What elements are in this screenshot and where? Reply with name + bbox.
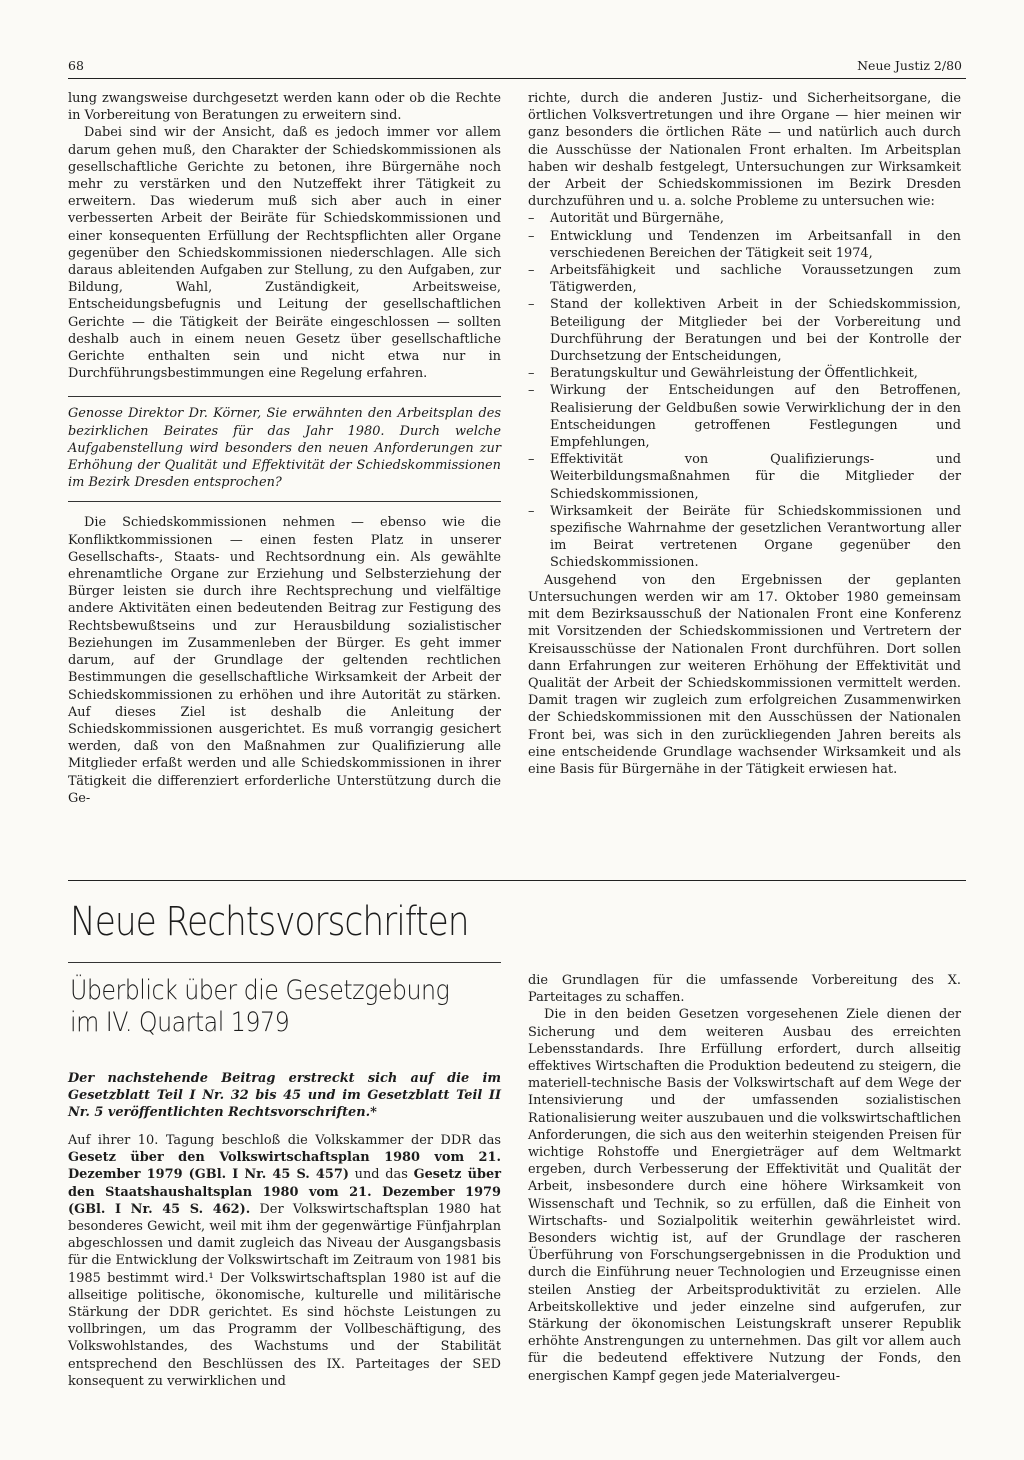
question-rule-bottom [68,501,501,502]
article-rule [68,962,501,963]
paragraph: Dabei sind wir der Ansicht, daß es jedoch immer vor allem darum gehen muß, den Charakter der Schiedskommissionen als gesellschaftliche Gerichte zu betonen, ihre Bürgernähe noch mehr zu verstärken und den Nutzeffekt ihrer Tätigkeit zu erweitern. Das wiederum muß sich aber auch in einer verbesserten Arbeit der Beiräte für Schiedskommissionen und einer konsequenten Erfüllung der Rechtspflichten aller Organe gegenüber den Schiedskommissionen niederschlagen. Alle sich daraus ableitenden Aufgaben zur Stellung, zu den Aufgaben, zur Bildung, Wahl, Zuständigkeit, Arbeitsweise, Entscheidungsbefugnis und Leitung der gesellschaftlichen Gerichte — die Tätigkeit der Beiräte eingeschlossen — sollten deshalb auch in einem neuen Gesetz über gesellschaftliche Gerichte enthalten sein und nicht etwa nur in Durchführungsbestimmungen eine Regelung erfahren. [68,125,501,382]
question-rule-top [68,396,501,397]
text-span: Der Volkswirtschaftsplan 1980 hat besonderes Gewicht, weil mit ihm der gegenwärtige Fünfjahrplan abgeschlossen und damit zugleich das Niveau der Ausgangsbasis für die Entwicklung der Volkswirtschaft im Zeitraum von 1981 bis 1985 bestimmt wird.¹ Der Volkswirtschaftsplan 1980 ist auf die allseitige politische, ökonomische, kulturelle und militärische Stärkung der DDR gerichtet. Es sind höchste Leistungen zu vollbringen, um das Programm der Vollbeschäftigung, des Volkswohlstandes, des Wachstums und der Stabilität entsprechend den Beschlüssen des IX. Parteitages der SED konsequent zu verwirklichen und [68,1201,501,1389]
section-title: Neue Rechtsvorschriften [70,899,469,945]
law-reference: Gesetz über den Volkswirtschaftsplan 1980 vom 21. Dezember 1979 (GBl. I Nr. 45 S. 457) [68,1150,501,1183]
paragraph: richte, durch die anderen Justiz- und Sicherheitsorgane, die örtlichen Volksvertretungen und ihre Organe — hier meinen wir ganz besonders die örtlichen Räte — und natürlich auch durch die Ausschüsse der Nationalen Front erhalten. Im Arbeitsplan haben wir deshalb festgelegt, Untersuchungen zur Wirksamkeit der Arbeit der Schiedskommissionen im Bezirk Dresden durchzuführen und u. a. solche Probleme zu untersuchen wie: [528,91,961,210]
article-title [70,975,484,1039]
paragraph: Ausgehend von den Ergebnissen der geplanten Untersuchungen werden wir am 17. Oktober 1980 gemeinsam mit dem Bezirksausschuß der Nationalen Front eine Konferenz mit Vorsitzenden der Schiedskommissionen und Vertretern der Kreisausschüsse der Nationalen Front durchführen. Dort sollen dann Erfahrungen zur weiteren Erhöhung der Effektivität und Qualität der Arbeit der Schiedskommissionen vermittelt werden. Damit tragen wir zugleich zum erfolgreichen Zusammenwirken der Schiedskommissionen mit den Ausschüssen der Nationalen Front bei, was sich in den zurückliegenden Jahren bereits als eine entscheidende Grundlage wachsender Wirksamkeit und als eine Basis für Bürgernähe in der Tätigkeit erwiesen hat. [528,572,961,777]
interview-question: Genosse Direktor Dr. Körner, Sie erwähnten den Arbeitsplan des bezirklichen Beirates für das Jahr 1980. Durch welche Aufgabenstellung wird besonders den neuen Anforderungen zur Erhöhung der Qualität und Effektivität der Schiedskommissionen im Bezirk Dresden entsprochen? [68,406,501,491]
article-left-column [68,1132,501,1390]
page-number: 68 [68,58,84,73]
research-topics-list [528,210,961,571]
interview-right-column [528,90,961,778]
list-item: – Wirksamkeit der Beiräte für Schiedskommissionen und spezifische Wahrnahme der gesetzlichen Verantwortung aller im Beirat vertretenen Organe gegenüber den Schiedskommissionen. [528,503,961,572]
text-span: Auf ihrer 10. Tagung beschloß die Volkskammer der DDR das [68,1133,501,1148]
article-title-line2: im IV. Quartal 1979 [70,1007,290,1038]
list-item: – Stand der kollektiven Arbeit in der Schiedskommission, Beteiligung der Mitglieder bei der Vorbereitung und Durchführung der Beratungen und bei der Kontrolle der Durchsetzung der Entscheidungen, [528,296,961,365]
list-item: – Autorität und Bürgernähe, [528,210,961,227]
article-lead: Der nachstehende Beitrag erstreckt sich auf die im Gesetzblatt Teil I Nr. 32 bis 45 und im Gesetzblatt Teil II Nr. 5 veröffentlichten Rechtsvorschriften.* [68,1071,501,1121]
paragraph: Die Schiedskommissionen nehmen — ebenso wie die Konfliktkommissionen — einen festen Platz in unserer Gesellschafts-, Staats- und Rechtsordnung ein. Als gewählte ehrenamtliche Organe zur Erziehung und Selbsterziehung der Bürger leisten sie durch ihre Rechtsprechung und vielfältige andere Aktivitäten einen bedeutenden Beitrag zur Festigung des Rechtsbewußtseins und zur Herausbildung sozialistischer Beziehungen im Zusammenleben der Bürger. Es geht immer darum, auf der Grundlage der geltenden rechtlichen Bestimmungen die gesellschaftliche Wirksamkeit der Arbeit der Schiedskommissionen zu erhöhen und ihre Autorität zu stärken. Auf dieses Ziel ist deshalb die Anleitung der Schiedskommissionen ausgerichtet. Es muß vorrangig gesichert werden, daß von den Maßnahmen zur Qualifizierung alle Mitglieder erfaßt werden und alle Schiedskommissionen in ihrer Tätigkeit die differenziert erforderliche Unterstützung durch die Ge- [68,515,501,806]
law-reference: Gesetz über den Staatshaushaltsplan 1980 vom 21. Dezember 1979 (GBl. I Nr. 45 S. 462). [68,1167,502,1217]
paragraph: lung zwangsweise durchgesetzt werden kann oder ob die Rechte in Vorbereitung von Beratungen zu erweitern sind. [68,91,501,124]
list-item: – Beratungskultur und Gewährleistung der Öffentlichkeit, [528,365,961,382]
text-span: und das [348,1167,414,1183]
paragraph: Die in den beiden Gesetzen vorgesehenen Ziele dienen der Sicherung und dem weiteren Ausbau des erreichten Lebensstandards. Ihre Erfüllung erfordert, durch allseitig effektives Wirtschaften die Produktion bedeutend zu steigern, die materiell-technische Basis der Volkswirtschaft auf dem Wege der Intensivierung und der umfassenden sozialistischen Rationalisierung weiter auszubauen und die volkswirtschaftlichen Anforderungen, die sich aus den weiterhin steigenden Preisen für wichtige Rohstoffe und Energieträger auf dem Weltmarkt ergeben, durch Verbesserung der Effektivität und Qualität der Arbeit, insbesondere durch eine höhere Wirksamkeit von Wissenschaft und Technik, so zu erfüllen, daß die Einheit von Wirtschafts- und Sozialpolitik weiterhin gewährleistet wird. Besonders wichtig ist, auf der Grundlage der rascheren Überführung von Forschungsergebnissen in die Produktion und durch die Einführung neuer Technologien und Erzeugnisse einen steilen Anstieg der Arbeitsproduktivität zu erzielen. Alle Arbeitskollektive und jeder einzelne sind aufgerufen, zur Stärkung der ökonomischen Leistungskraft unserer Republik erhöhte Anstrengungen zu unternehmen. Das gilt vor allem auch für die bedeutend effektivere Nutzung der Fonds, den energischen Kampf gegen jede Materialvergeu- [528,1007,961,1384]
journal-issue: Neue Justiz 2/80 [857,58,962,73]
list-item: – Entwicklung und Tendenzen im Arbeitsanfall in den verschiedenen Bereichen der Tätigkeit seit 1974, [528,228,961,262]
paragraph [68,1132,501,1390]
list-item: – Arbeitsfähigkeit und sachliche Voraussetzungen zum Tätigwerden, [528,262,961,296]
article-title-line1: Überblick über die Gesetzgebung [70,975,450,1006]
article-right-column [528,972,961,1385]
section-rule [68,880,966,881]
interview-left-column [68,90,501,807]
list-item: – Effektivität von Qualifizierungs- und Weiterbildungsmaßnahmen für die Mitglieder der Schiedskommissionen, [528,451,961,503]
paragraph: die Grundlagen für die umfassende Vorbereitung des X. Parteitages zu schaffen. [528,973,961,1006]
list-item: – Wirkung der Entscheidungen auf den Betroffenen, Realisierung der Geldbußen sowie Verwirklichung der in den Entscheidungen getroffenen Festlegungen und Empfehlungen, [528,382,961,451]
header-rule [68,78,966,79]
